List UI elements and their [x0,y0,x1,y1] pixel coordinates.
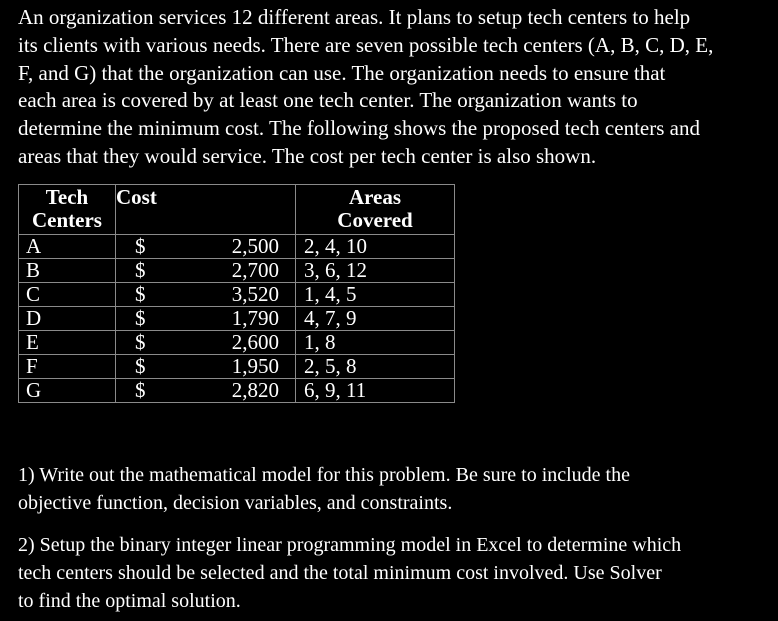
problem-line: areas that they would service. The cost per tech center is also shown. [18,143,597,168]
cell-center: C [19,283,116,307]
cell-areas: 2, 4, 10 [296,235,455,259]
cell-areas: 1, 8 [296,331,455,355]
cell-cost: $ 1,790 [116,307,296,331]
question-line: to find the optimal solution. [18,589,241,612]
cell-center: D [19,307,116,331]
table-row [19,283,455,307]
problem-line: its clients with various needs. There are seven possible tech centers (A, B, C, D, E, [18,32,714,57]
cell-center: G [19,379,116,403]
cell-cost: $ 2,700 [116,259,296,283]
cell-cost: $ 3,520 [116,283,296,307]
problem-line: F, and G) that the organization can use. The organization needs to ensure that [18,60,666,85]
cell-center: E [19,331,116,355]
cell-center: F [19,355,116,379]
table-row [19,379,455,403]
question-line: objective function, decision variables, and constraints. [18,491,453,514]
table-row [19,355,455,379]
cell-areas: 2, 5, 8 [296,355,455,379]
cell-areas: 4, 7, 9 [296,307,455,331]
question-2 [18,532,768,615]
cell-center: A [19,235,116,259]
header-tech-centers: Tech Centers [19,185,116,235]
cell-cost: $ 2,820 [116,379,296,403]
problem-line: each area is covered by at least one tech center. The organization wants to [18,88,638,113]
table-row [19,307,455,331]
question-line: 1) Write out the mathematical model for this problem. Be sure to include the [18,464,630,486]
table-row [19,259,455,283]
cell-cost: $ 2,600 [116,331,296,355]
cell-areas: 1, 4, 5 [296,283,455,307]
question-line: 2) Setup the binary integer linear programming model in Excel to determine which [18,534,682,556]
tech-centers-table [18,184,455,403]
problem-line: determine the minimum cost. The following shows the proposed tech centers and [18,116,700,141]
question-1 [18,462,768,518]
problem-statement [18,4,768,171]
table-row [19,331,455,355]
problem-line: An organization services 12 different areas. It plans to setup tech centers to help [18,5,691,29]
cell-cost: $ 2,500 [116,235,296,259]
cell-areas: 3, 6, 12 [296,259,455,283]
table-row [19,235,455,259]
question-line: tech centers should be selected and the total minimum cost involved. Use Solver [18,561,662,584]
cell-center: B [19,259,116,283]
table-header-row [19,185,455,235]
cell-cost: $ 1,950 [116,355,296,379]
cell-areas: 6, 9, 11 [296,379,455,403]
header-areas-covered: Areas Covered [296,185,455,235]
header-cost: Cost [116,185,296,235]
